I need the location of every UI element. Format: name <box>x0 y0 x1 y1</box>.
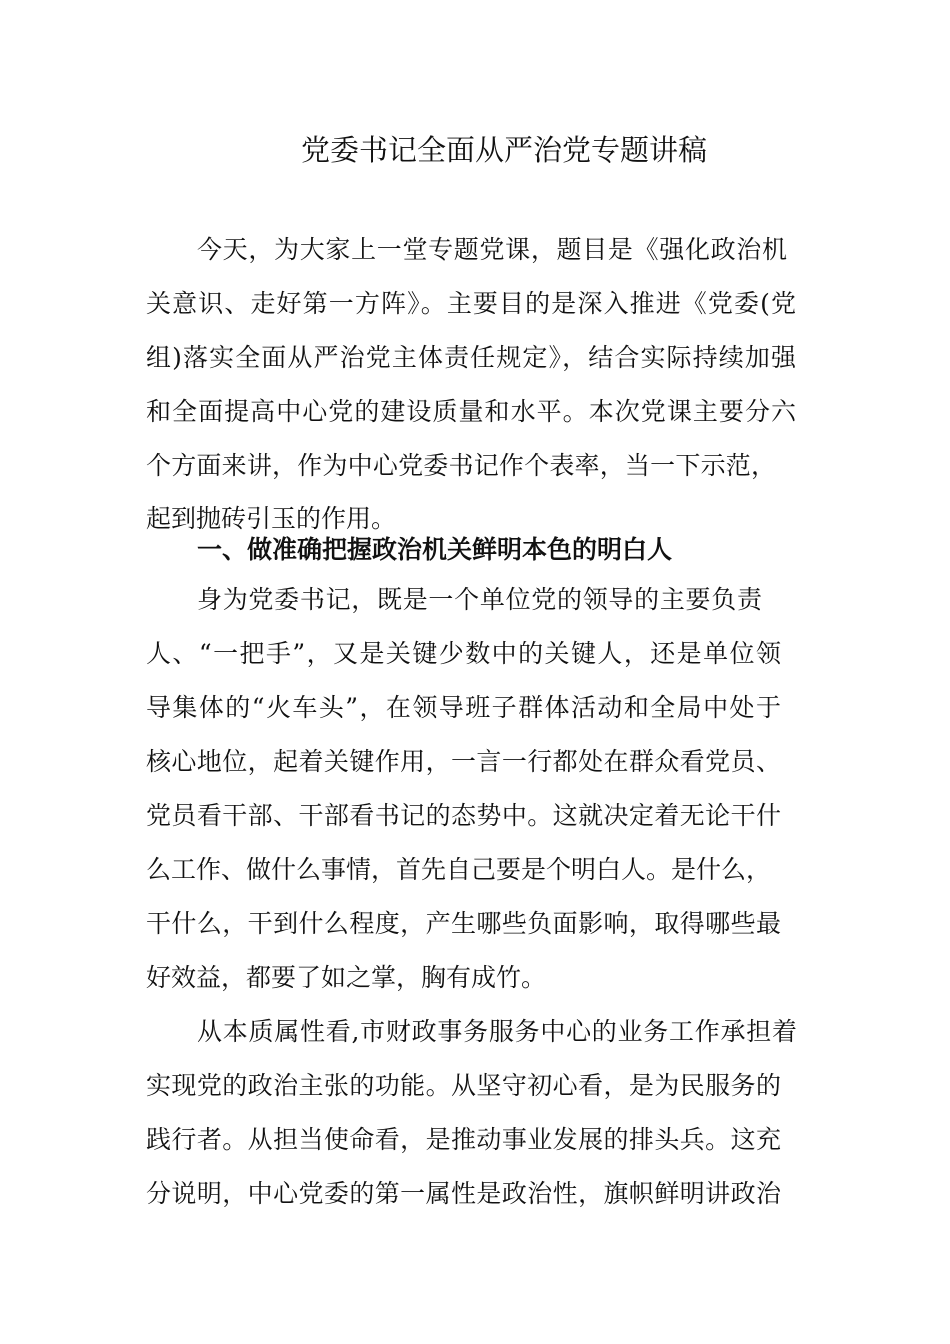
paragraph-line: 分说明，中心党委的第一属性是政治性，旗帜鲜明讲政治 <box>146 1179 781 1208</box>
paragraph-line: 核心地位，起着关键作用，一言一行都处在群众看党员、 <box>146 747 781 776</box>
paragraph-line: 组)落实全面从严治党主体责任规定》，结合实际持续加强 <box>146 343 796 372</box>
paragraph-line: 今天，为大家上一堂专题党课，题目是《强化政治机 <box>197 235 787 264</box>
paragraph-line: 关意识、走好第一方阵》。主要目的是深入推进《党委(党 <box>146 289 796 318</box>
document-title: 党委书记全面从严治党专题讲稿 <box>300 133 707 167</box>
paragraph-line: 党员看干部、干部看书记的态势中。这就决定着无论干什 <box>146 801 781 830</box>
paragraph-line: 导集体的“火车头”，在领导班子群体活动和全局中处于 <box>146 693 781 722</box>
paragraph-line: 干什么，干到什么程度，产生哪些负面影响，取得哪些最 <box>146 909 781 938</box>
paragraph-line: 从本质属性看,市财政事务服务中心的业务工作承担着 <box>197 1017 797 1046</box>
paragraph-line: 好效益，都要了如之掌，胸有成竹。 <box>146 963 547 992</box>
paragraph-line: 么工作、做什么事情，首先自己要是个明白人。是什么， <box>146 855 772 884</box>
paragraph-line: 个方面来讲，作为中心党委书记作个表率，当一下示范， <box>146 451 776 480</box>
paragraph-line: 身为党委书记，既是一个单位党的领导的主要负责 <box>197 585 762 614</box>
paragraph-line: 践行者。从担当使命看，是推动事业发展的排头兵。这充 <box>146 1125 781 1154</box>
paragraph-line: 起到抛砖引玉的作用。 <box>146 504 397 533</box>
paragraph-line: 和全面提高中心党的建设质量和水平。本次党课主要分六 <box>146 397 796 426</box>
paragraph-line: 人、“一把手”，又是关键少数中的关键人，还是单位领 <box>146 639 781 668</box>
section-heading: 一、做准确把握政治机关鲜明本色的明白人 <box>197 535 673 564</box>
paragraph-line: 实现党的政治主张的功能。从坚守初心看，是为民服务的 <box>146 1071 781 1100</box>
